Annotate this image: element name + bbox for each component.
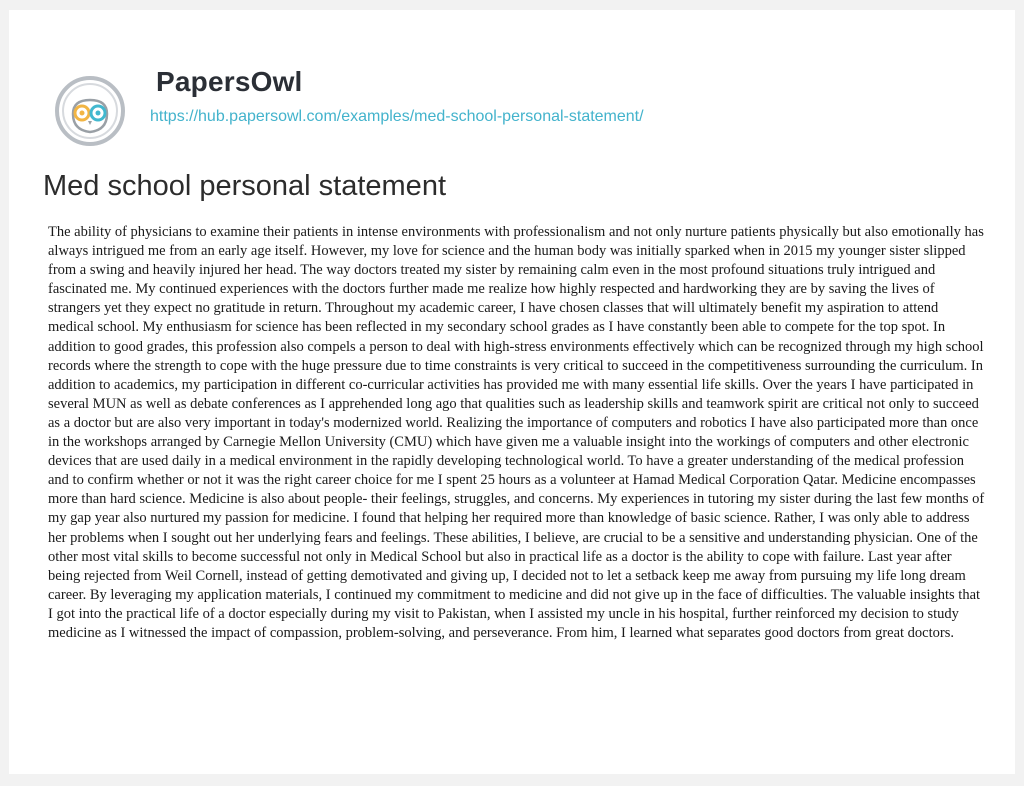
document-page bbox=[9, 10, 1015, 774]
page-title: Med school personal statement bbox=[43, 170, 446, 202]
owl-logo-icon bbox=[53, 74, 127, 148]
article-body: The ability of physicians to examine their patients in intense environments with professionalism and not only nurture patients physically but also emotionally has always intrigued me from an early age itself. However, my love for science and the human body was initially sparked when in 2015 my younger sister slipped from a swing and heavily injured her head. The way doctors treated my sister by remaining calm even in the most profound situations truly intrigued and fascinated me. My continued experiences with the doctors further made me realize how highly respected and hardworking they are by saving the lives of strangers yet they expect no gratitude in return. Throughout my academic career, I have chosen classes that will ultimately benefit my aspiration to attend medical school. My enthusiasm for science has been reflected in my secondary school grades as I have constantly been able to compete for the top spot. In addition to good grades, this profession also compels a person to deal with high-stress environments effectively which can be recognized through my high school records where the strength to cope with the huge pressure due to time constraints is very critical to succeed in the competitiveness surrounding the curriculum. In addition to academics, my participation in different co-curricular activities has provided me with many essential life skills. Over the years I have participated in several MUN as well as debate conferences as I apprehended long ago that qualities such as leadership skills and teamwork spirit are critical not only to succeed as a doctor but are also very important in today's modernized world. Realizing the importance of computers and robotics I have also participated more than once in the workshops arranged by Carnegie Mellon University (CMU) which have given me a valuable insight into the workings of computers and other electronic devices that are used daily in a medical environment in the rapidly developing technological world. To have a greater understanding of the medical profession and to confirm whether or not it was the right career choice for me I spent 25 hours as a volunteer at Hamad Medical Corporation Qatar. Medicine encompasses more than hard science. Medicine is also about people- their feelings, struggles, and concerns. My experiences in tutoring my sister during the last few months of my gap year also nurtured my passion for medicine. I found that helping her required more than knowledge of basic science. Rather, I was only able to address her problems when I sought out her underlying fears and feelings. These abilities, I believe, are crucial to be a sensitive and understanding physician. One of the other most vital skills to become successful not only in Medical School but also in practical life as a doctor is the ability to cope with failure. Last year after being rejected from Weil Cornell, instead of getting demotivated and giving up, I decided not to let a setback keep me away from pursuing my life long dream career. By leveraging my application materials, I continued my commitment to medicine and did not give up in the face of difficulties. The valuable insights that I got into the practical life of a doctor especially during my visit to Pakistan, when I assisted my uncle in his hospital, further reinforced my decision to study medicine as I witnessed the impact of compassion, problem-solving, and perseverance. From him, I learned what separates good doctors from great doctors. bbox=[48, 224, 985, 641]
page-header bbox=[9, 10, 1015, 167]
brand-name: PapersOwl bbox=[156, 66, 303, 97]
source-url-link[interactable]: https://hub.papersowl.com/examples/med-school-personal-statement/ bbox=[150, 108, 644, 125]
